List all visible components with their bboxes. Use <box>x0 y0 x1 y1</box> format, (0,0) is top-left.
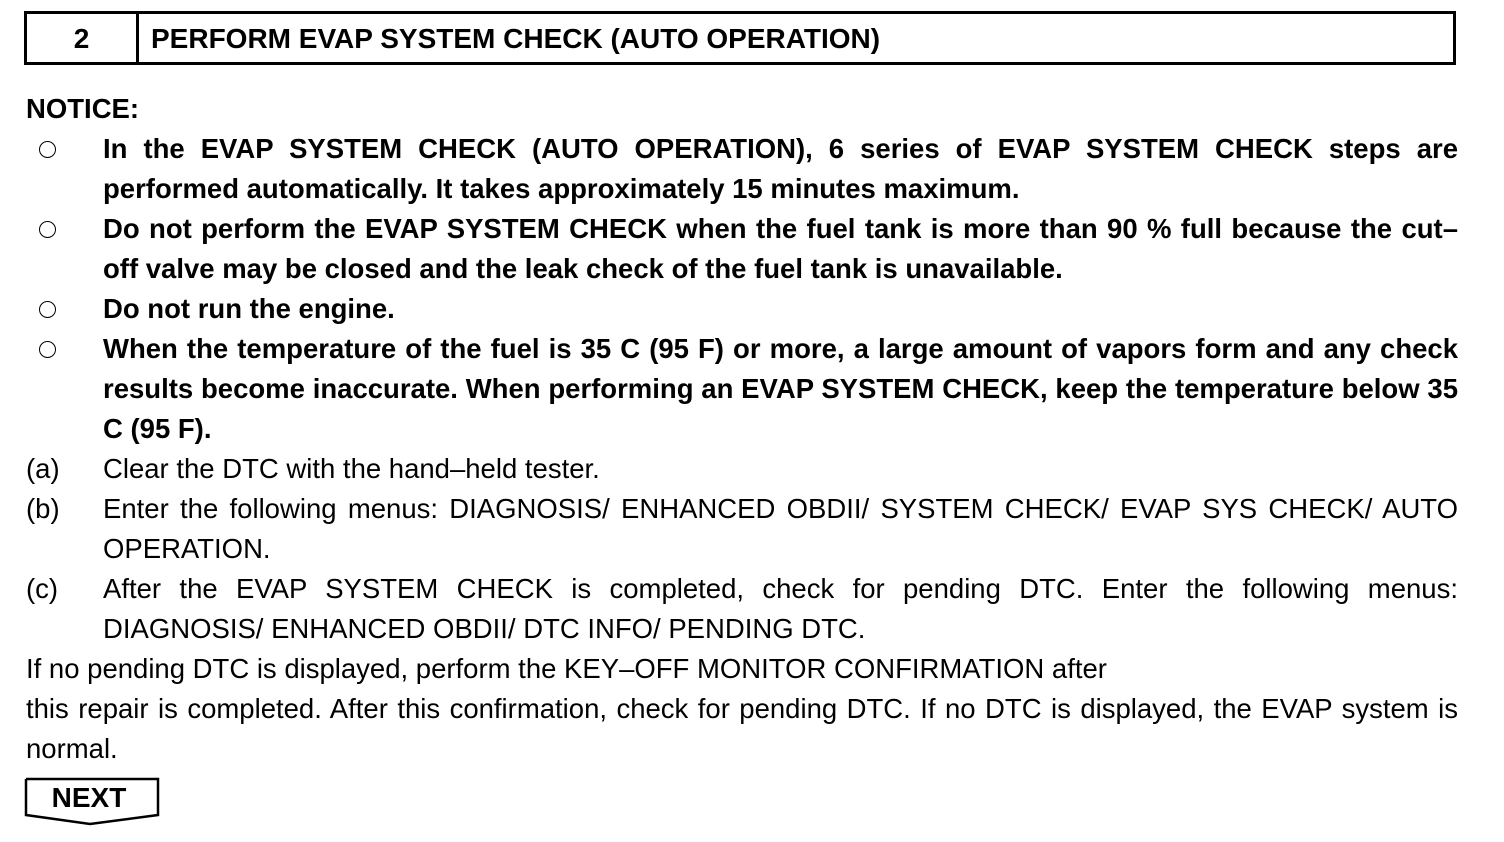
next-label: NEXT <box>51 782 127 813</box>
next-button[interactable] <box>24 776 160 826</box>
step-marker: (c) <box>26 573 59 604</box>
notice-item-text: Do not perform the EVAP SYSTEM CHECK when the fuel tank is more than 90 % full because the cut–off valve may be closed and the leak check of the fuel tank is unavailable. <box>103 213 1458 284</box>
bullet-circle-icon <box>39 301 56 318</box>
bullet-circle-icon <box>39 221 56 238</box>
procedure-step <box>26 489 1458 569</box>
notice-item <box>26 329 1458 449</box>
result-line-2: this repair is completed. After this confirmation, check for pending DTC. If no DTC is displayed, the EVAP system is normal. <box>26 693 1458 764</box>
procedure-content <box>26 89 1458 769</box>
bullet-circle-icon <box>39 141 56 158</box>
result-paragraph <box>26 649 1458 769</box>
step-number: 2 <box>27 14 139 62</box>
step-text: Clear the DTC with the hand–held tester. <box>103 453 600 484</box>
notice-label: NOTICE: <box>26 93 140 124</box>
step-header <box>24 11 1456 65</box>
step-marker: (a) <box>26 453 60 484</box>
step-text: Enter the following menus: DIAGNOSIS/ ENHANCED OBDII/ SYSTEM CHECK/ EVAP SYS CHECK/ AUTO OPERATION. <box>103 493 1458 564</box>
notice-item-text: Do not run the engine. <box>103 293 395 324</box>
bullet-circle-icon <box>39 341 56 358</box>
notice-item-text: When the temperature of the fuel is 35 C (95 F) or more, a large amount of vapors form and any check results become inaccurate. When performing an EVAP SYSTEM CHECK, keep the temperature below 35 C (95 F). <box>103 333 1458 444</box>
procedure-step <box>26 449 1458 489</box>
notice-item <box>26 289 1458 329</box>
step-text: After the EVAP SYSTEM CHECK is completed, check for pending DTC. Enter the following menus: DIAGNOSIS/ ENHANCED OBDII/ DTC INFO/ PENDING DTC. <box>103 573 1458 644</box>
notice-item <box>26 209 1458 289</box>
procedure-step <box>26 569 1458 649</box>
notice-item-text: In the EVAP SYSTEM CHECK (AUTO OPERATION), 6 series of EVAP SYSTEM CHECK steps are performed automatically. It takes approximately 15 minutes maximum. <box>103 133 1458 204</box>
step-marker: (b) <box>26 493 60 524</box>
step-title: PERFORM EVAP SYSTEM CHECK (AUTO OPERATION) <box>151 23 881 54</box>
result-line-1: If no pending DTC is displayed, perform the KEY–OFF MONITOR CONFIRMATION after <box>26 653 1107 684</box>
notice-item <box>26 129 1458 209</box>
